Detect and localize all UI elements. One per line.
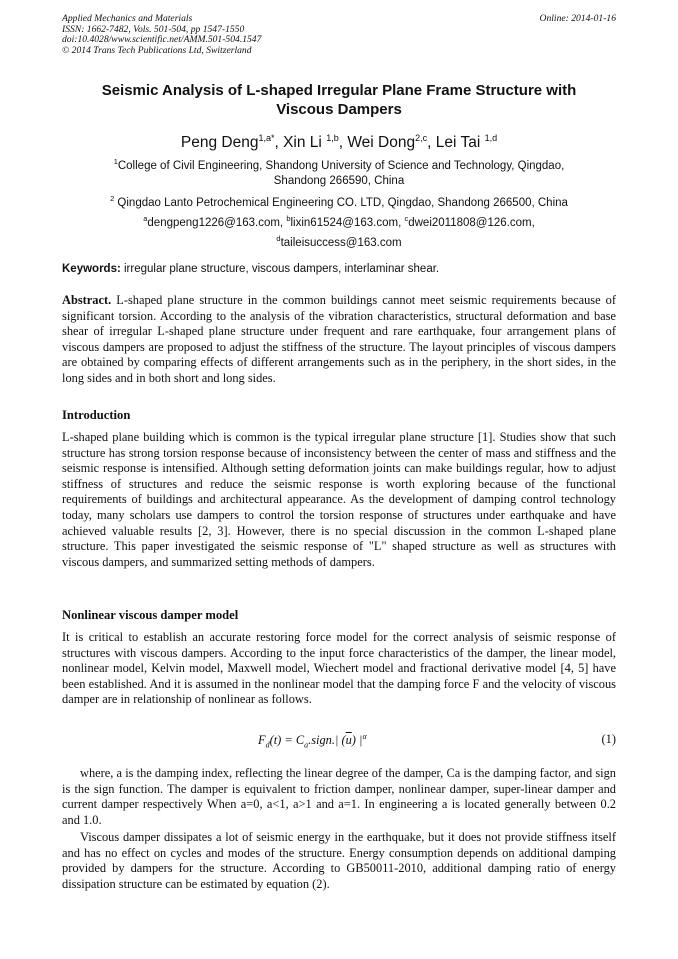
eq-sign: .sign.| ( bbox=[308, 733, 346, 748]
keywords-text: irregular plane structure, viscous dampers, interlaminar shear. bbox=[120, 263, 440, 275]
eq-force-sub: d bbox=[265, 740, 270, 750]
email-b: lixin61524@163.com, bbox=[290, 216, 405, 229]
email-d-marker: d bbox=[276, 234, 281, 244]
affiliation-2-number: 2 bbox=[110, 194, 115, 203]
online-date: Online: 2014-01-16 bbox=[539, 13, 616, 24]
issn-line: ISSN: 1662-7482, Vols. 501-504, pp 1547-1550 bbox=[62, 23, 245, 35]
keywords-label: Keywords: bbox=[62, 263, 121, 275]
keywords bbox=[62, 263, 616, 275]
journal-header bbox=[62, 14, 616, 56]
eq-force: F bbox=[258, 733, 266, 748]
introduction-text: L-shaped plane building which is common is the typical irregular plane structure [1]. Studies show that such structure has strong torsion response because of inconsistency between the center of mass and stiffness and the seismic response is intensified. Although setting deformation joints can make buildings regular, how to adjust stiffness of structures and reduce the seismic response is worth exploring because of the functional requirements of buildings and architectural appearance. As the development of damping control technology today, many scholars use dampers to control the torsion response of structures under earthquake and have achieved valuable results [2, 3]. However, there is no special discussion in the common L-shaped plane structure. This paper investigated the seismic response of "L" shaped structure as well as structures with viscous dampers, and summarized setting methods of dampers. bbox=[62, 430, 616, 569]
author-4-affil: 1,d bbox=[484, 133, 498, 143]
affiliation-1-number: 1 bbox=[113, 157, 118, 166]
author-3-affil: 2,c bbox=[415, 133, 428, 143]
abstract-text: L-shaped plane structure in the common buildings cannot meet seismic requirements because of significant torsion. According to the analysis of the vibration characteristics, structural deformation and base shear of irregular L-shaped plane structure under frequent and rare earthquake, four arrangement plans of viscous dampers are proposed to adjust the stiffness of the structure. The layout principles of viscous dampers are obtained by comparing effects of different arrangements such as in the periphery, in the short sides, in the long sides and in both short and long sides. bbox=[62, 293, 616, 385]
eq-coef-sub: a bbox=[304, 740, 309, 750]
email-a: dengpeng1226@163.com, bbox=[147, 216, 287, 229]
affiliation-1-line-2: Shandong 266590, China bbox=[273, 175, 405, 188]
email-a-marker: a bbox=[143, 214, 148, 223]
affiliation-1-line-1: College of Civil Engineering, Shandong University of Science and Technology, Qingdao, bbox=[117, 159, 565, 172]
affiliation-2-text: Qingdao Lanto Petrochemical Engineering CO. LTD, Qingdao, Shandong 266500, China bbox=[114, 196, 568, 209]
email-c-marker: c bbox=[404, 214, 409, 223]
eq-abs-close: ) | bbox=[351, 733, 363, 748]
journal-name: Applied Mechanics and Materials bbox=[62, 13, 193, 24]
author-1: Peng Deng bbox=[180, 134, 259, 152]
author-separator: , bbox=[427, 134, 436, 152]
author-2-affil: 1,b bbox=[326, 133, 339, 143]
copyright-line: © 2014 Trans Tech Publications Ltd, Switzerland bbox=[62, 44, 252, 56]
author-separator: , bbox=[274, 134, 284, 152]
email-b-marker: b bbox=[286, 214, 291, 223]
author-4: Lei Tai bbox=[435, 134, 485, 152]
author-separator: , bbox=[338, 134, 348, 152]
abstract bbox=[62, 293, 616, 387]
eq-velocity: $\overline{u}$ bbox=[345, 733, 352, 748]
title-line-2: Viscous Dampers bbox=[276, 101, 402, 118]
email-c: dwei2011808@126.com, bbox=[408, 216, 535, 229]
paper-title bbox=[62, 81, 616, 119]
affiliation-2 bbox=[62, 191, 616, 211]
abstract-label: Abstract. bbox=[62, 293, 112, 307]
email-list bbox=[62, 211, 616, 252]
energy-dissipation-paragraph: Viscous damper dissipates a lot of seismic energy in the earthquake, but it does not provide stiffness itself and has no effect on cycles and modes of the structure. Energy consumption depends on additional damping provided by dampers for the structure. According to GB50011-2010, additional damping ratio of energy dissipation structure can be estimated by equation (2). bbox=[62, 830, 616, 891]
author-3: Wei Dong bbox=[347, 134, 416, 152]
email-d: taileisuccess@163.com bbox=[280, 237, 402, 250]
eq-time: (t) = C bbox=[269, 733, 305, 748]
affiliation-1 bbox=[62, 154, 616, 190]
introduction-heading: Introduction bbox=[62, 408, 131, 422]
author-2: Xin Li bbox=[283, 134, 327, 152]
author-1-affil: 1,a* bbox=[258, 133, 275, 143]
equation-1-number: (1) bbox=[601, 732, 616, 746]
equation-1-expression bbox=[258, 732, 367, 750]
model-text: It is critical to establish an accurate restoring force model for the correct analysis of seismic response of structures with viscous dampers. According to the input force characteristics of the damper, the linear model, nonlinear model, Kelvin model, Maxwell model, Wiechert model and fractional derivative model [4, 5] have been established. And it is assumed in the nonlinear model that the damping force F and the velocity of viscous damper are in relationship of nonlinear as follows. bbox=[62, 630, 616, 707]
damping-index-paragraph: where, a is the damping index, reflecting the linear degree of the damper, Ca is the damping factor, and sign is the sign function. The damper is equivalent to friction damper, nonlinear damper, super-linear damper and current damper respectively When a=0, a<1, a>1 and a=1. In engineering a is located generally between 0.2 and 1.0. bbox=[62, 766, 616, 827]
model-heading: Nonlinear viscous damper model bbox=[62, 608, 239, 622]
eq-exponent: α bbox=[362, 732, 367, 741]
author-list bbox=[62, 128, 616, 153]
doi-line: doi:10.4028/www.scientific.net/AMM.501-504.1547 bbox=[62, 34, 262, 46]
title-line-1: Seismic Analysis of L-shaped Irregular Plane Frame Structure with bbox=[101, 82, 577, 99]
